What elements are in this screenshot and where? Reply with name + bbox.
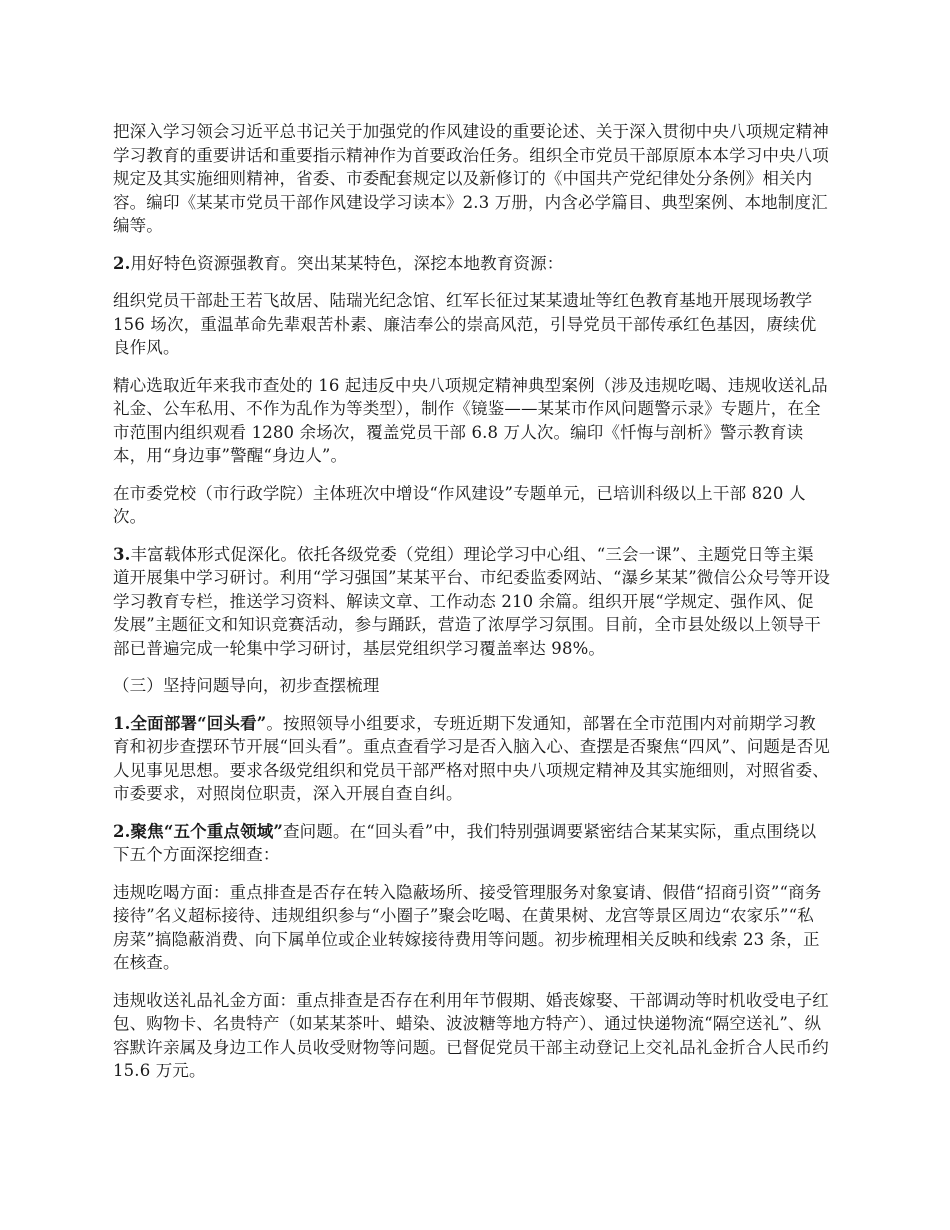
- paragraph-lead: 3.: [113, 544, 131, 564]
- paragraph-five-areas: [113, 820, 830, 867]
- paragraph-text: 用好特色资源强教育。突出某某特色，深挖本地教育资源：: [130, 253, 564, 273]
- paragraph-text: 。按照领导小组要求，专班近期下发通知，部署在全市范围内对前期学习教育和初步查摆环节开展“回头看”。重点查看学习是否入脑入心、查摆是否聚焦“四风”、问题是否见人见事见思想。要求各级党组织和党员干部严格对照中央八项规定精神及其实施细则，对照省委、市委要求，对照岗位职责，深入开展自查自纠。: [113, 713, 830, 803]
- paragraph-text: 丰富载体形式促深化。依托各级党委（党组）理论学习中心组、“三会一课”、主题党日等主渠道开展集中学习研讨。利用“学习强国”某某平台、市纪委监委网站、“瀑乡某某”微信公众号等开设学习教育专栏，推送学习资料、解读文章、工作动态 210 余篇。组织开展“学规定、强作风、促发展”主题征文和知识竞赛活动，参与踊跃，营造了浓厚学习氛围。目前，全市县处级以上领导干部已普遍完成一轮集中学习研讨，基层党组织学习覆盖率达 98%。: [113, 544, 830, 658]
- paragraph-text: （三）坚持问题导向，初步查摆梳理: [113, 676, 380, 695]
- paragraph-text: 组织党员干部赴王若飞故居、陆瑞光纪念馆、红军长征过某某遗址等红色教育基地开展现场教学 156 场次，重温革命先辈艰苦朴素、廉洁奉公的崇高风范，引导党员干部传承红色基因，赓续优良作风。: [113, 291, 817, 357]
- paragraph-dining-violations: [113, 881, 830, 975]
- paragraph-review-deployment: [113, 712, 830, 806]
- paragraph-red-education: [113, 289, 830, 360]
- paragraph-lead: 2.: [113, 253, 131, 273]
- section-heading: [113, 674, 830, 698]
- paragraph-gift-violations: [113, 989, 830, 1083]
- paragraph-warning-education: [113, 374, 830, 468]
- paragraph-text: 违规吃喝方面：重点排查是否存在转入隐蔽场所、接受管理服务对象宴请、假借“招商引资”“商务接待”名义超标接待、违规组织参与“小圈子”聚会吃喝、在黄果树、龙宫等景区周边“农家乐”“私房菜”搞隐蔽消费、向下属单位或企业转嫁接待费用等问题。初步梳理相关反映和线索 23 条，正在核查。: [113, 882, 822, 972]
- paragraph-text: 违规收送礼品礼金方面：重点排查是否存在利用年节假期、婚丧嫁娶、干部调动等时机收受电子红包、购物卡、名贵特产（如某某茶叶、蜡染、波波糖等地方特产）、通过快递物流“隔空送礼”、纵容默许亲属及身边工作人员收受财物等问题。已督促党员干部主动登记上交礼品礼金折合人民币约 15.6 万元。: [113, 990, 829, 1080]
- paragraph-special-resources-heading: [113, 252, 830, 276]
- paragraph-lead: 2.聚焦“五个重点领域”: [113, 821, 284, 841]
- paragraph-text: 精心选取近年来我市查处的 16 起违反中央八项规定精神典型案例（涉及违规吃喝、违规收送礼品礼金、公车私用、不作为乱作为等类型），制作《镜鉴——某某市作风问题警示录》专题片，在全市范围内组织观看 1280 余场次，覆盖党员干部 6.8 万人次。编印《忏悔与剖析》警示教育读本，用“身边事”警醒“身边人”。: [113, 375, 828, 465]
- paragraph-text: 查问题。在“回头看”中，我们特别强调要紧密结合某某实际，重点围绕以下五个方面深挖细查：: [113, 821, 817, 864]
- paragraph-carriers: [113, 543, 830, 661]
- paragraph-lead: 1.全面部署“回头看”: [113, 713, 267, 733]
- paragraph-party-school: [113, 482, 830, 529]
- paragraph-text: 在市委党校（市行政学院）主体班次中增设“作风建设”专题单元，已培训科级以上干部 820 人次。: [113, 483, 806, 526]
- paragraph-study-materials: [113, 120, 830, 238]
- paragraph-text: 把深入学习领会习近平总书记关于加强党的作风建设的重要论述、关于深入贯彻中央八项规定精神学习教育的重要讲话和重要指示精神作为首要政治任务。组织全市党员干部原原本本学习中央八项规定及其实施细则精神，省委、市委配套规定以及新修订的《中国共产党纪律处分条例》相关内容。编印《某某市党员干部作风建设学习读本》2.3 万册，内含必学篇目、典型案例、本地制度汇编等。: [113, 122, 829, 235]
